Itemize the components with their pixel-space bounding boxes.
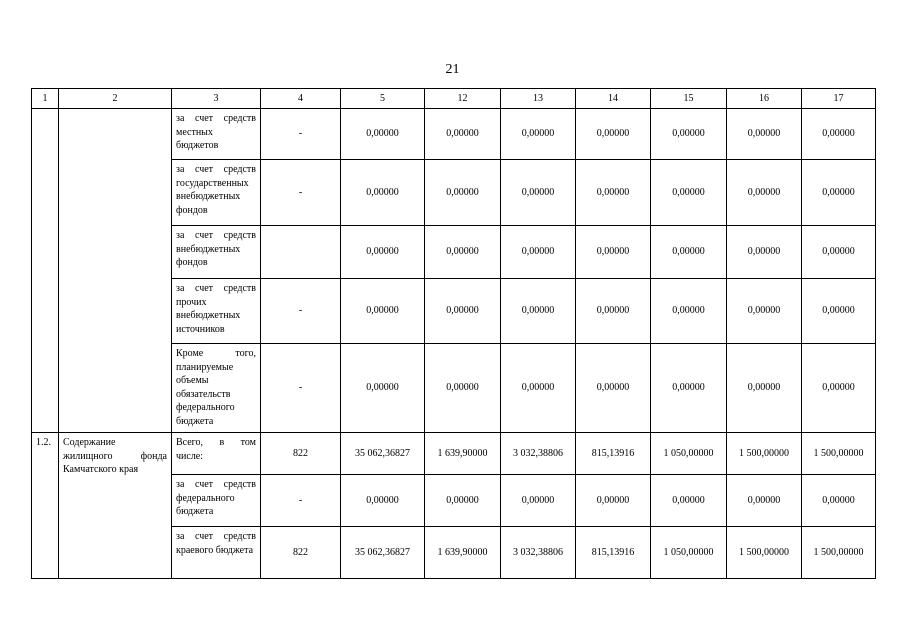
table-body [32,109,876,579]
value-cell: 0,00000 [576,109,651,160]
value-cell: 0,00000 [501,475,576,527]
code-cell: - [261,279,341,344]
code-cell: - [261,475,341,527]
value-cell: 1 500,00000 [802,433,876,475]
value-cell: 0,00000 [727,279,802,344]
code-cell [261,226,341,279]
value-cell: 0,00000 [425,475,501,527]
header-cell: 13 [501,89,576,109]
value-cell: 0,00000 [802,109,876,160]
funding-source-cell: за счет средств местных бюджетов [172,109,261,160]
header-cell: 3 [172,89,261,109]
value-cell: 0,00000 [501,160,576,226]
funding-source-cell: за счет средств федерального бюджета [172,475,261,527]
value-cell: 1 050,00000 [651,433,727,475]
value-cell: 0,00000 [802,344,876,433]
value-cell: 0,00000 [727,226,802,279]
header-cell: 1 [32,89,59,109]
funding-source-cell: за счет средств прочих внебюджетных источников [172,279,261,344]
value-cell: 0,00000 [651,344,727,433]
value-cell: 0,00000 [425,160,501,226]
value-cell: 1 500,00000 [727,527,802,579]
value-cell: 0,00000 [501,344,576,433]
row-index-cell [32,109,59,433]
value-cell: 1 500,00000 [727,433,802,475]
value-cell: 0,00000 [341,344,425,433]
code-cell: - [261,160,341,226]
value-cell: 0,00000 [651,226,727,279]
value-cell: 0,00000 [501,109,576,160]
code-cell: 822 [261,433,341,475]
value-cell: 0,00000 [802,475,876,527]
value-cell: 0,00000 [576,160,651,226]
value-cell: 815,13916 [576,527,651,579]
value-cell: 1 639,90000 [425,527,501,579]
value-cell: 0,00000 [727,344,802,433]
value-cell: 0,00000 [341,475,425,527]
page-number: 21 [445,62,460,77]
value-cell: 0,00000 [425,226,501,279]
value-cell: 0,00000 [802,226,876,279]
value-cell: 0,00000 [727,109,802,160]
value-cell: 0,00000 [576,279,651,344]
header-cell: 14 [576,89,651,109]
header-cell: 15 [651,89,727,109]
value-cell: 1 050,00000 [651,527,727,579]
funding-source-cell: за счет средств государственных внебюджетных фондов [172,160,261,226]
value-cell: 3 032,38806 [501,527,576,579]
value-cell: 0,00000 [341,279,425,344]
value-cell: 0,00000 [651,279,727,344]
header-cell: 17 [802,89,876,109]
funding-source-cell: за счет средств краевого бюджета [172,527,261,579]
value-cell: 0,00000 [425,279,501,344]
header-cell: 12 [425,89,501,109]
value-cell: 35 062,36827 [341,433,425,475]
funding-source-cell: за счет средств внебюджетных фондов [172,226,261,279]
value-cell: 0,00000 [651,109,727,160]
header-cell: 4 [261,89,341,109]
value-cell: 0,00000 [576,475,651,527]
value-cell: 0,00000 [576,344,651,433]
budget-table [31,88,876,579]
row-name-cell: Содержание жилищного фонда Камчатского края [59,433,172,579]
value-cell: 815,13916 [576,433,651,475]
row-index-cell: 1.2. [32,433,59,579]
value-cell: 1 639,90000 [425,433,501,475]
header-cell: 5 [341,89,425,109]
value-cell: 0,00000 [501,226,576,279]
value-cell: 0,00000 [341,109,425,160]
header-row [32,89,876,109]
value-cell: 0,00000 [341,226,425,279]
value-cell: 0,00000 [651,475,727,527]
value-cell: 0,00000 [727,475,802,527]
value-cell: 0,00000 [727,160,802,226]
value-cell: 35 062,36827 [341,527,425,579]
value-cell: 1 500,00000 [802,527,876,579]
value-cell: 0,00000 [576,226,651,279]
value-cell: 0,00000 [802,279,876,344]
code-cell: - [261,344,341,433]
table-row [32,109,876,160]
header-cell: 2 [59,89,172,109]
value-cell: 3 032,38806 [501,433,576,475]
header-cell: 16 [727,89,802,109]
value-cell: 0,00000 [501,279,576,344]
value-cell: 0,00000 [802,160,876,226]
funding-source-cell: Всего, в том числе: [172,433,261,475]
code-cell: - [261,109,341,160]
row-name-cell [59,109,172,433]
value-cell: 0,00000 [341,160,425,226]
value-cell: 0,00000 [651,160,727,226]
value-cell: 0,00000 [425,109,501,160]
table-row [32,433,876,475]
funding-source-cell: Кроме того, планируемые объемы обязательств федерального бюджета [172,344,261,433]
value-cell: 0,00000 [425,344,501,433]
code-cell: 822 [261,527,341,579]
